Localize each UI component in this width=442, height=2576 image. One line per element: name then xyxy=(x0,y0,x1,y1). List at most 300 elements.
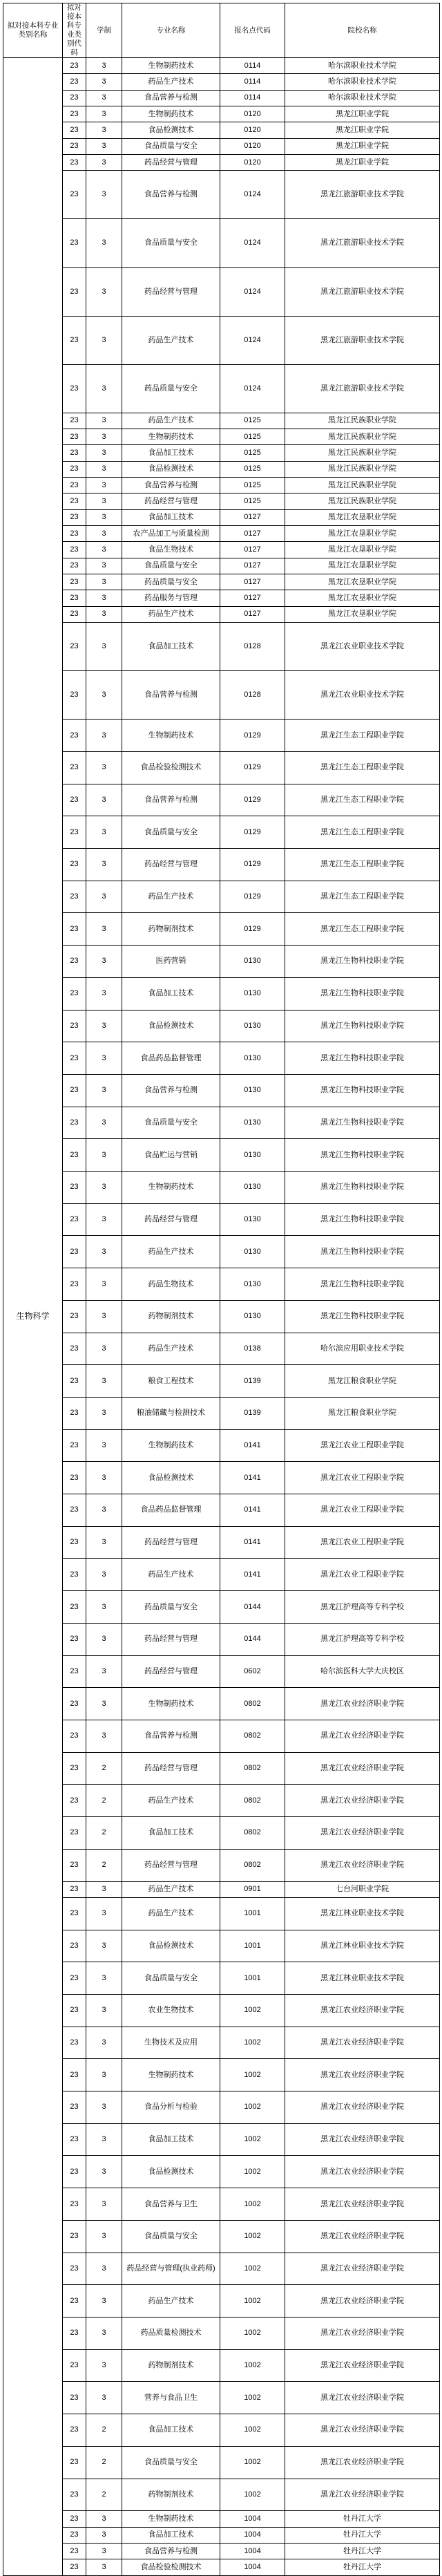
duration-cell: 3 xyxy=(86,1333,122,1365)
site-code-cell: 0130 xyxy=(220,1172,285,1204)
table-row xyxy=(3,478,440,493)
site-code-cell: 0901 xyxy=(220,1881,285,1897)
major-name-cell: 食品营养与检测 xyxy=(122,171,220,219)
major-name-cell: 药品生产技术 xyxy=(122,881,220,913)
category-code-cell: 23 xyxy=(63,1139,86,1172)
table-row xyxy=(3,429,440,444)
school-name-cell: 黑龙江生态工程职业学院 xyxy=(285,816,440,849)
major-name-cell: 食品加工技术 xyxy=(122,623,220,671)
duration-cell: 3 xyxy=(86,542,122,558)
school-name-cell: 黑龙江生物科技职业学院 xyxy=(285,1010,440,1042)
duration-cell: 3 xyxy=(86,1139,122,1172)
site-code-cell: 0138 xyxy=(220,1333,285,1365)
site-code-cell: 0144 xyxy=(220,1591,285,1624)
site-code-cell: 0120 xyxy=(220,122,285,138)
school-name-cell: 黑龙江林业职业技术学院 xyxy=(285,1930,440,1962)
table-row xyxy=(3,58,440,74)
duration-cell: 3 xyxy=(86,429,122,444)
category-code-cell: 23 xyxy=(63,478,86,493)
category-code-cell: 23 xyxy=(63,623,86,671)
school-name-cell: 黑龙江职业学院 xyxy=(285,106,440,122)
table-row xyxy=(3,1139,440,1172)
site-code-cell: 1002 xyxy=(220,2027,285,2059)
school-name-cell: 黑龙江农业经济职业学院 xyxy=(285,2349,440,2382)
site-code-cell: 0130 xyxy=(220,1074,285,1107)
duration-cell: 3 xyxy=(86,1962,122,1995)
duration-cell: 3 xyxy=(86,1236,122,1268)
table-row xyxy=(3,2349,440,2382)
major-name-cell: 食品营养与卫生 xyxy=(122,2188,220,2221)
category-code-cell: 23 xyxy=(63,138,86,154)
school-name-cell: 黑龙江生物科技职业学院 xyxy=(285,1300,440,1333)
school-name-cell: 黑龙江农业工程职业学院 xyxy=(285,1559,440,1591)
site-code-cell: 0120 xyxy=(220,106,285,122)
site-code-cell: 0802 xyxy=(220,1785,285,1817)
school-name-cell: 黑龙江林业职业技术学院 xyxy=(285,1897,440,1930)
table-row xyxy=(3,1365,440,1398)
header-category-name: 拟对接本科专业类别名称 xyxy=(3,3,63,58)
category-code-cell: 23 xyxy=(63,155,86,171)
major-name-cell: 食品营养与检测 xyxy=(122,784,220,816)
table-row xyxy=(3,623,440,671)
duration-cell: 3 xyxy=(86,2027,122,2059)
school-name-cell: 黑龙江生物科技职业学院 xyxy=(285,1236,440,1268)
major-name-cell: 药品经营与管理 xyxy=(122,1655,220,1688)
site-code-cell: 1001 xyxy=(220,1897,285,1930)
site-code-cell: 0125 xyxy=(220,493,285,509)
table-row xyxy=(3,784,440,816)
duration-cell: 3 xyxy=(86,2253,122,2285)
table-row xyxy=(3,977,440,1010)
school-name-cell: 黑龙江生物科技职业学院 xyxy=(285,1203,440,1236)
category-code-cell: 23 xyxy=(63,1494,86,1527)
duration-cell: 3 xyxy=(86,122,122,138)
table-row xyxy=(3,74,440,90)
major-name-cell: 药品生产技术 xyxy=(122,1333,220,1365)
duration-cell: 3 xyxy=(86,849,122,881)
category-code-cell: 23 xyxy=(63,2091,86,2124)
school-name-cell: 黑龙江旅游职业技术学院 xyxy=(285,267,440,316)
site-code-cell: 1004 xyxy=(220,2527,285,2543)
school-name-cell: 七台河职业学院 xyxy=(285,1881,440,1897)
category-code-cell: 23 xyxy=(63,2349,86,2382)
major-name-cell: 粮油储藏与检测技术 xyxy=(122,1397,220,1429)
school-name-cell: 哈尔滨医科大学大庆校区 xyxy=(285,1655,440,1688)
school-name-cell: 黑龙江生态工程职业学院 xyxy=(285,751,440,784)
school-name-cell: 黑龙江民族职业学院 xyxy=(285,493,440,509)
major-name-cell: 药物制剂技术 xyxy=(122,2349,220,2382)
enrollment-table xyxy=(3,3,440,2576)
major-name-cell: 药品经营与管理 xyxy=(122,1849,220,1881)
duration-cell: 3 xyxy=(86,2527,122,2543)
site-code-cell: 0124 xyxy=(220,267,285,316)
site-code-cell: 1002 xyxy=(220,2382,285,2414)
table-row xyxy=(3,1559,440,1591)
site-code-cell: 0128 xyxy=(220,623,285,671)
major-name-cell: 食品加工技术 xyxy=(122,2527,220,2543)
category-code-cell: 23 xyxy=(63,590,86,606)
category-code-cell: 23 xyxy=(63,2123,86,2156)
duration-cell: 3 xyxy=(86,1203,122,1236)
site-code-cell: 0129 xyxy=(220,751,285,784)
duration-cell: 3 xyxy=(86,1365,122,1398)
school-name-cell: 黑龙江生态工程职业学院 xyxy=(285,784,440,816)
category-code-cell: 23 xyxy=(63,671,86,720)
table-row xyxy=(3,2253,440,2285)
school-name-cell: 黑龙江生物科技职业学院 xyxy=(285,977,440,1010)
table-row xyxy=(3,2156,440,2188)
category-code-cell: 23 xyxy=(63,574,86,590)
major-name-cell: 营养与食品卫生 xyxy=(122,2382,220,2414)
site-code-cell: 0130 xyxy=(220,977,285,1010)
school-name-cell: 黑龙江农业经济职业学院 xyxy=(285,2220,440,2253)
category-code-cell: 23 xyxy=(63,509,86,525)
duration-cell: 3 xyxy=(86,623,122,671)
table-row xyxy=(3,1236,440,1268)
site-code-cell: 1002 xyxy=(220,2156,285,2188)
category-code-cell: 23 xyxy=(63,316,86,364)
duration-cell: 3 xyxy=(86,106,122,122)
table-header-row xyxy=(3,3,440,58)
duration-cell: 3 xyxy=(86,74,122,90)
duration-cell: 3 xyxy=(86,478,122,493)
duration-cell: 3 xyxy=(86,1172,122,1204)
school-name-cell: 黑龙江农业经济职业学院 xyxy=(285,2253,440,2285)
major-name-cell: 食品检验检测技术 xyxy=(122,2559,220,2575)
site-code-cell: 0127 xyxy=(220,590,285,606)
major-name-cell: 药品生产技术 xyxy=(122,1881,220,1897)
header-school-name: 院校名称 xyxy=(285,3,440,58)
major-name-cell: 药品生产技术 xyxy=(122,606,220,622)
major-name-cell: 食品质量与安全 xyxy=(122,1962,220,1995)
site-code-cell: 0128 xyxy=(220,671,285,720)
site-code-cell: 0127 xyxy=(220,558,285,574)
duration-cell: 3 xyxy=(86,2123,122,2156)
major-name-cell: 食品质量与安全 xyxy=(122,2220,220,2253)
duration-cell: 2 xyxy=(86,1849,122,1881)
table-row xyxy=(3,849,440,881)
duration-cell: 3 xyxy=(86,1930,122,1962)
site-code-cell: 0129 xyxy=(220,849,285,881)
table-row xyxy=(3,219,440,267)
duration-cell: 3 xyxy=(86,364,122,413)
school-name-cell: 黑龙江职业学院 xyxy=(285,155,440,171)
school-name-cell: 黑龙江农业工程职业学院 xyxy=(285,1429,440,1462)
duration-cell: 3 xyxy=(86,881,122,913)
category-code-cell: 23 xyxy=(63,2446,86,2479)
table-row xyxy=(3,574,440,590)
category-code-cell: 23 xyxy=(63,1429,86,1462)
school-name-cell: 黑龙江农业经济职业学院 xyxy=(285,1785,440,1817)
table-row xyxy=(3,2382,440,2414)
site-code-cell: 1002 xyxy=(220,2349,285,2382)
site-code-cell: 0129 xyxy=(220,720,285,752)
duration-cell: 3 xyxy=(86,558,122,574)
duration-cell: 3 xyxy=(86,1994,122,2027)
table-row xyxy=(3,445,440,461)
category-code-cell: 23 xyxy=(63,90,86,106)
table-row xyxy=(3,590,440,606)
table-row xyxy=(3,2059,440,2091)
major-name-cell: 医药营销 xyxy=(122,946,220,978)
table-row xyxy=(3,526,440,542)
school-name-cell: 黑龙江农业经济职业学院 xyxy=(285,2091,440,2124)
site-code-cell: 0802 xyxy=(220,1720,285,1753)
duration-cell: 3 xyxy=(86,445,122,461)
major-name-cell: 食品药品监督管理 xyxy=(122,1042,220,1075)
major-name-cell: 药物制剂技术 xyxy=(122,2479,220,2511)
table-row xyxy=(3,1720,440,1753)
table-row xyxy=(3,1623,440,1655)
duration-cell: 3 xyxy=(86,1559,122,1591)
site-code-cell: 0114 xyxy=(220,58,285,74)
duration-cell: 3 xyxy=(86,138,122,154)
school-name-cell: 黑龙江民族职业学院 xyxy=(285,478,440,493)
duration-cell: 3 xyxy=(86,1897,122,1930)
category-code-cell: 23 xyxy=(63,2253,86,2285)
school-name-cell: 黑龙江农业经济职业学院 xyxy=(285,2446,440,2479)
duration-cell: 3 xyxy=(86,1429,122,1462)
school-name-cell: 牡丹江大学 xyxy=(285,2543,440,2559)
major-name-cell: 药品质量与安全 xyxy=(122,364,220,413)
table-row xyxy=(3,2285,440,2318)
school-name-cell: 牡丹江大学 xyxy=(285,2559,440,2575)
school-name-cell: 黑龙江农业职业技术学院 xyxy=(285,671,440,720)
duration-cell: 3 xyxy=(86,1881,122,1897)
site-code-cell: 0130 xyxy=(220,1107,285,1139)
major-name-cell: 药品生产技术 xyxy=(122,1236,220,1268)
site-code-cell: 1002 xyxy=(220,2285,285,2318)
major-name-cell: 食品检验检测技术 xyxy=(122,751,220,784)
major-name-cell: 食品检测技术 xyxy=(122,1930,220,1962)
school-name-cell: 黑龙江农业经济职业学院 xyxy=(285,2059,440,2091)
table-row xyxy=(3,1526,440,1559)
site-code-cell: 0127 xyxy=(220,526,285,542)
table-row xyxy=(3,1042,440,1075)
school-name-cell: 牡丹江大学 xyxy=(285,2511,440,2527)
school-name-cell: 黑龙江生态工程职业学院 xyxy=(285,720,440,752)
table-row xyxy=(3,720,440,752)
duration-cell: 2 xyxy=(86,1752,122,1785)
school-name-cell: 黑龙江生物科技职业学院 xyxy=(285,1268,440,1301)
site-code-cell: 0114 xyxy=(220,74,285,90)
major-name-cell: 食品加工技术 xyxy=(122,509,220,525)
major-name-cell: 食品分析与检验 xyxy=(122,2091,220,2124)
table-row xyxy=(3,90,440,106)
site-code-cell: 1001 xyxy=(220,1962,285,1995)
category-code-cell: 23 xyxy=(63,1010,86,1042)
table-row xyxy=(3,913,440,946)
category-code-cell: 23 xyxy=(63,461,86,477)
category-code-cell: 23 xyxy=(63,1172,86,1204)
school-name-cell: 黑龙江生物科技职业学院 xyxy=(285,1042,440,1075)
school-name-cell: 黑龙江生物科技职业学院 xyxy=(285,1107,440,1139)
major-name-cell: 药物制剂技术 xyxy=(122,1300,220,1333)
major-name-cell: 生物制药技术 xyxy=(122,720,220,752)
site-code-cell: 0125 xyxy=(220,429,285,444)
school-name-cell: 黑龙江粮食职业学院 xyxy=(285,1397,440,1429)
major-name-cell: 食品质量与安全 xyxy=(122,219,220,267)
major-name-cell: 药物制剂技术 xyxy=(122,913,220,946)
site-code-cell: 0802 xyxy=(220,1752,285,1785)
site-code-cell: 0130 xyxy=(220,1300,285,1333)
site-code-cell: 1002 xyxy=(220,1994,285,2027)
table-row xyxy=(3,542,440,558)
school-name-cell: 黑龙江旅游职业技术学院 xyxy=(285,219,440,267)
table-row xyxy=(3,2091,440,2124)
category-code-cell: 23 xyxy=(63,1333,86,1365)
duration-cell: 3 xyxy=(86,461,122,477)
table-row xyxy=(3,155,440,171)
school-name-cell: 黑龙江农垦职业学院 xyxy=(285,574,440,590)
table-row xyxy=(3,2188,440,2221)
major-name-cell: 食品加工技术 xyxy=(122,2414,220,2447)
site-code-cell: 0127 xyxy=(220,542,285,558)
site-code-cell: 0129 xyxy=(220,816,285,849)
school-name-cell: 黑龙江生物科技职业学院 xyxy=(285,1139,440,1172)
header-category-code: 拟对接本科专业类别代码 xyxy=(63,3,86,58)
table-row xyxy=(3,1010,440,1042)
category-code-cell: 23 xyxy=(63,751,86,784)
table-row xyxy=(3,413,440,429)
site-code-cell: 1002 xyxy=(220,2220,285,2253)
site-code-cell: 0130 xyxy=(220,1236,285,1268)
major-name-cell: 生物制药技术 xyxy=(122,2059,220,2091)
major-name-cell: 食品质量与安全 xyxy=(122,816,220,849)
duration-cell: 3 xyxy=(86,509,122,525)
table-row xyxy=(3,1655,440,1688)
major-name-cell: 药品生产技术 xyxy=(122,1785,220,1817)
duration-cell: 3 xyxy=(86,1688,122,1720)
category-code-cell: 23 xyxy=(63,2511,86,2527)
school-name-cell: 黑龙江农业经济职业学院 xyxy=(285,2285,440,2318)
table-row xyxy=(3,122,440,138)
major-name-cell: 药品质量检测技术 xyxy=(122,2318,220,2350)
school-name-cell: 黑龙江生态工程职业学院 xyxy=(285,849,440,881)
category-code-cell: 23 xyxy=(63,1688,86,1720)
site-code-cell: 1002 xyxy=(220,2318,285,2350)
school-name-cell: 黑龙江农业经济职业学院 xyxy=(285,2479,440,2511)
school-name-cell: 黑龙江旅游职业技术学院 xyxy=(285,171,440,219)
duration-cell: 3 xyxy=(86,1042,122,1075)
school-name-cell: 黑龙江农业工程职业学院 xyxy=(285,1462,440,1494)
table-row xyxy=(3,2414,440,2447)
table-row xyxy=(3,558,440,574)
major-name-cell: 药品服务与管理 xyxy=(122,590,220,606)
school-name-cell: 黑龙江农业经济职业学院 xyxy=(285,1752,440,1785)
major-name-cell: 食品质量与安全 xyxy=(122,2446,220,2479)
category-code-cell: 23 xyxy=(63,2188,86,2221)
school-name-cell: 黑龙江农业经济职业学院 xyxy=(285,2188,440,2221)
major-name-cell: 药品经营与管理(执业药师) xyxy=(122,2253,220,2285)
major-name-cell: 生物制药技术 xyxy=(122,1172,220,1204)
school-name-cell: 黑龙江生态工程职业学院 xyxy=(285,913,440,946)
category-code-cell: 23 xyxy=(63,74,86,90)
duration-cell: 3 xyxy=(86,267,122,316)
category-code-cell: 23 xyxy=(63,493,86,509)
school-name-cell: 黑龙江农业工程职业学院 xyxy=(285,1494,440,1527)
major-name-cell: 药品质量与安全 xyxy=(122,1591,220,1624)
site-code-cell: 1001 xyxy=(220,1930,285,1962)
duration-cell: 3 xyxy=(86,816,122,849)
category-code-cell: 23 xyxy=(63,1994,86,2027)
site-code-cell: 0139 xyxy=(220,1365,285,1398)
major-name-cell: 药品生产技术 xyxy=(122,2285,220,2318)
school-name-cell: 黑龙江生物科技职业学院 xyxy=(285,1074,440,1107)
category-code-cell: 23 xyxy=(63,977,86,1010)
site-code-cell: 0129 xyxy=(220,784,285,816)
category-code-cell: 23 xyxy=(63,1752,86,1785)
site-code-cell: 0130 xyxy=(220,1042,285,1075)
major-name-cell: 食品检测技术 xyxy=(122,1462,220,1494)
major-name-cell: 农产品加工与质量检测 xyxy=(122,526,220,542)
school-name-cell: 黑龙江农垦职业学院 xyxy=(285,509,440,525)
category-code-cell: 23 xyxy=(63,946,86,978)
major-name-cell: 食品营养与检测 xyxy=(122,671,220,720)
category-code-cell: 23 xyxy=(63,2414,86,2447)
site-code-cell: 1002 xyxy=(220,2188,285,2221)
category-code-cell: 23 xyxy=(63,526,86,542)
category-code-cell: 23 xyxy=(63,1042,86,1075)
school-name-cell: 黑龙江农业工程职业学院 xyxy=(285,1526,440,1559)
duration-cell: 3 xyxy=(86,2188,122,2221)
school-name-cell: 黑龙江职业学院 xyxy=(285,138,440,154)
duration-cell: 3 xyxy=(86,2091,122,2124)
category-code-cell: 23 xyxy=(63,1526,86,1559)
major-name-cell: 生物制药技术 xyxy=(122,429,220,444)
school-name-cell: 黑龙江民族职业学院 xyxy=(285,429,440,444)
site-code-cell: 0802 xyxy=(220,1849,285,1881)
site-code-cell: 0127 xyxy=(220,574,285,590)
category-code-cell: 23 xyxy=(63,1365,86,1398)
duration-cell: 3 xyxy=(86,2543,122,2559)
category-code-cell: 23 xyxy=(63,849,86,881)
duration-cell: 3 xyxy=(86,2059,122,2091)
duration-cell: 3 xyxy=(86,751,122,784)
major-name-cell: 药品经营与管理 xyxy=(122,1623,220,1655)
site-code-cell: 0125 xyxy=(220,445,285,461)
major-name-cell: 食品加工技术 xyxy=(122,1817,220,1850)
school-name-cell: 黑龙江农垦职业学院 xyxy=(285,606,440,622)
site-code-cell: 0114 xyxy=(220,90,285,106)
major-name-cell: 食品加工技术 xyxy=(122,445,220,461)
duration-cell: 3 xyxy=(86,977,122,1010)
duration-cell: 3 xyxy=(86,1655,122,1688)
category-code-cell: 23 xyxy=(63,542,86,558)
category-code-cell: 23 xyxy=(63,1962,86,1995)
site-code-cell: 0130 xyxy=(220,946,285,978)
table-row xyxy=(3,1962,440,1995)
site-code-cell: 0130 xyxy=(220,1139,285,1172)
major-name-cell: 食品营养与检测 xyxy=(122,1720,220,1753)
duration-cell: 3 xyxy=(86,1462,122,1494)
table-row xyxy=(3,946,440,978)
duration-cell: 3 xyxy=(86,2382,122,2414)
table-row xyxy=(3,1994,440,2027)
duration-cell: 3 xyxy=(86,1397,122,1429)
site-code-cell: 0129 xyxy=(220,881,285,913)
table-row xyxy=(3,1333,440,1365)
school-name-cell: 黑龙江护理高等专科学校 xyxy=(285,1623,440,1655)
duration-cell: 3 xyxy=(86,2285,122,2318)
duration-cell: 3 xyxy=(86,526,122,542)
site-code-cell: 1002 xyxy=(220,2479,285,2511)
table-row xyxy=(3,1785,440,1817)
site-code-cell: 1002 xyxy=(220,2091,285,2124)
duration-cell: 3 xyxy=(86,171,122,219)
site-code-cell: 0141 xyxy=(220,1526,285,1559)
category-code-cell: 23 xyxy=(63,2479,86,2511)
